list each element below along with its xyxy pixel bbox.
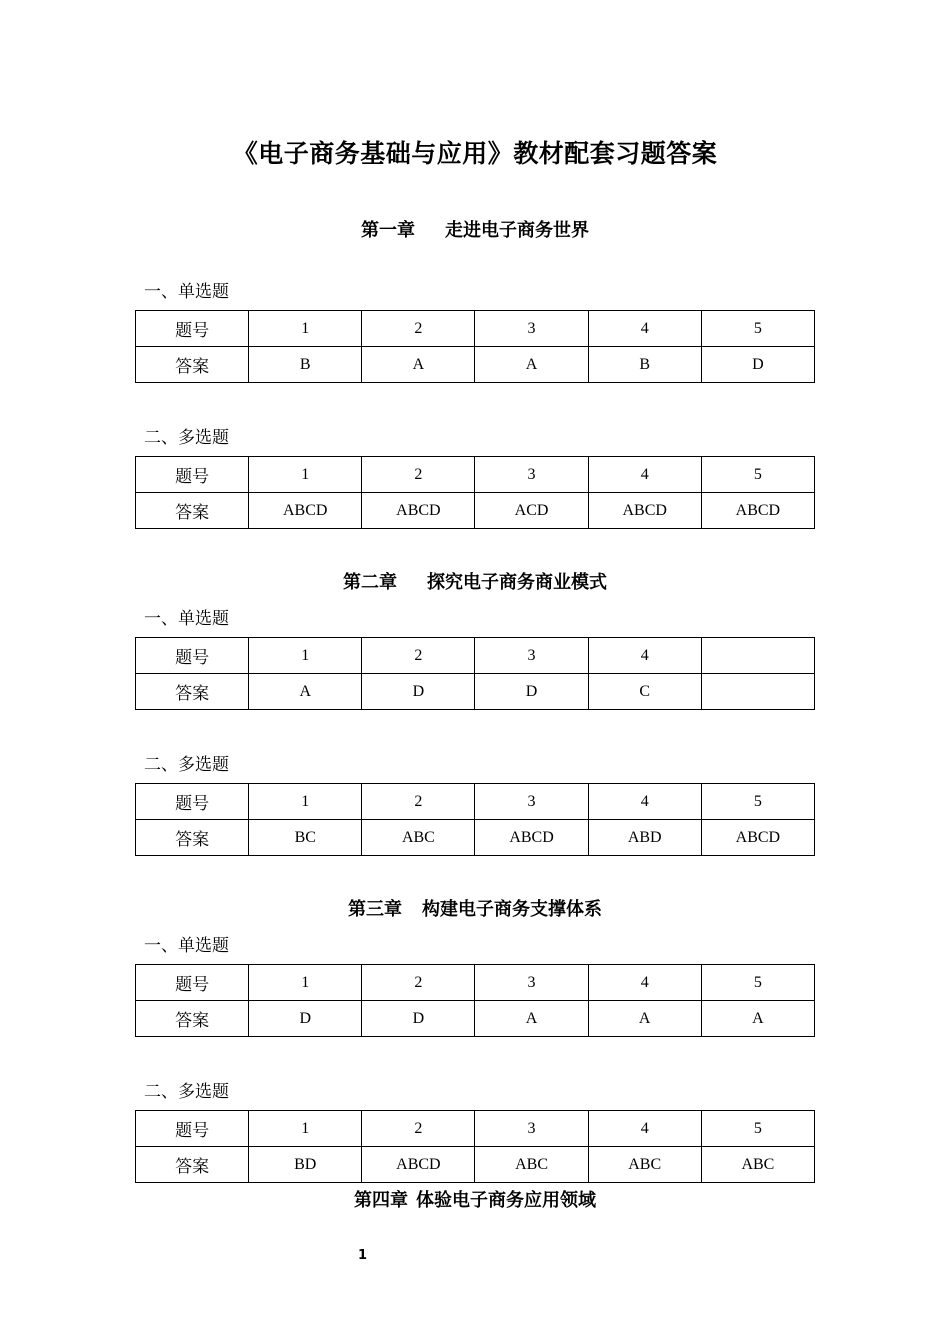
answer-cell: ABC [362, 820, 475, 856]
ch3-multi-table [135, 1110, 815, 1183]
answer-row [136, 820, 815, 856]
question-cell: 4 [588, 311, 701, 347]
chapter-2-name: 探究电子商务商业模式 [427, 572, 607, 593]
question-cell: 2 [362, 311, 475, 347]
ch2-multi-label: 二、多选题 [144, 755, 229, 775]
question-cell: 1 [249, 638, 362, 674]
ch2-single-label: 一、单选题 [144, 609, 229, 629]
chapter-1-heading [0, 216, 950, 242]
question-cell: 2 [362, 784, 475, 820]
answer-cell: ABCD [475, 820, 588, 856]
chapter-2-number: 第二章 [343, 572, 397, 593]
answer-row [136, 674, 815, 710]
row-label-answer: 答案 [136, 1147, 249, 1183]
question-row [136, 784, 815, 820]
chapter-3-name: 构建电子商务支撑体系 [422, 899, 602, 920]
ch3-multi-label: 二、多选题 [144, 1082, 229, 1102]
answer-cell: BD [249, 1147, 362, 1183]
answer-cell: B [588, 347, 701, 383]
answer-cell: ABCD [362, 1147, 475, 1183]
question-cell: 5 [701, 1111, 814, 1147]
answer-cell: A [249, 674, 362, 710]
question-cell: 5 [701, 457, 814, 493]
document-title: 《电子商务基础与应用》教材配套习题答案 [232, 139, 718, 168]
question-cell: 1 [249, 1111, 362, 1147]
question-cell: 3 [475, 784, 588, 820]
answer-cell: BC [249, 820, 362, 856]
answer-row [136, 347, 815, 383]
question-row [136, 965, 815, 1001]
row-label-answer: 答案 [136, 820, 249, 856]
question-cell: 2 [362, 638, 475, 674]
answer-cell: A [475, 347, 588, 383]
chapter-1-number: 第一章 [361, 220, 415, 241]
ch1-multi-label: 二、多选题 [144, 428, 229, 448]
chapter-2-heading [0, 568, 950, 594]
question-cell: 5 [701, 311, 814, 347]
answer-cell: ABC [588, 1147, 701, 1183]
answer-cell: D [362, 1001, 475, 1037]
chapter-3-heading [0, 895, 950, 921]
answer-cell: ACD [475, 493, 588, 529]
question-row [136, 1111, 815, 1147]
question-cell: 1 [249, 457, 362, 493]
question-cell: 4 [588, 457, 701, 493]
chapter-3-number: 第三章 [348, 899, 402, 920]
answer-cell: ABD [588, 820, 701, 856]
row-label-answer: 答案 [136, 347, 249, 383]
answer-row [136, 1001, 815, 1037]
question-cell: 3 [475, 457, 588, 493]
question-cell: 3 [475, 1111, 588, 1147]
answer-cell: ABCD [362, 493, 475, 529]
row-label-question: 题号 [136, 457, 249, 493]
answer-cell: C [588, 674, 701, 710]
row-label-answer: 答案 [136, 493, 249, 529]
answer-row [136, 493, 815, 529]
question-cell: 3 [475, 638, 588, 674]
ch3-single-label: 一、单选题 [144, 936, 229, 956]
answer-cell: ABCD [701, 820, 814, 856]
question-row [136, 311, 815, 347]
question-cell: 4 [588, 638, 701, 674]
question-cell: 1 [249, 311, 362, 347]
chapter-1-name: 走进电子商务世界 [445, 220, 589, 241]
answer-cell: A [475, 1001, 588, 1037]
question-cell: 2 [362, 1111, 475, 1147]
row-label-answer: 答案 [136, 674, 249, 710]
answer-cell: D [249, 1001, 362, 1037]
question-cell: 4 [588, 784, 701, 820]
question-row [136, 638, 815, 674]
answer-cell: D [362, 674, 475, 710]
row-label-question: 题号 [136, 784, 249, 820]
chapter-4-name: 体验电子商务应用领域 [416, 1190, 596, 1211]
chapter-4-heading [0, 1186, 950, 1212]
ch1-single-label: 一、单选题 [144, 282, 229, 302]
answer-cell: ABCD [588, 493, 701, 529]
row-label-question: 题号 [136, 638, 249, 674]
row-label-answer: 答案 [136, 1001, 249, 1037]
answer-cell: D [701, 347, 814, 383]
question-cell: 4 [588, 965, 701, 1001]
ch2-multi-table [135, 783, 815, 856]
answer-cell [701, 674, 814, 710]
answer-cell: A [362, 347, 475, 383]
answer-cell: ABC [475, 1147, 588, 1183]
answer-row [136, 1147, 815, 1183]
ch1-single-table [135, 310, 815, 383]
question-cell: 1 [249, 965, 362, 1001]
answer-cell: B [249, 347, 362, 383]
question-cell [701, 638, 814, 674]
chapter-4-number: 第四章 [354, 1190, 408, 1211]
row-label-question: 题号 [136, 311, 249, 347]
row-label-question: 题号 [136, 1111, 249, 1147]
page-number: 1 [358, 1248, 368, 1263]
answer-cell: A [701, 1001, 814, 1037]
question-cell: 5 [701, 784, 814, 820]
row-label-question: 题号 [136, 965, 249, 1001]
question-cell: 5 [701, 965, 814, 1001]
answer-cell: D [475, 674, 588, 710]
answer-cell: ABCD [701, 493, 814, 529]
question-cell: 3 [475, 311, 588, 347]
question-cell: 2 [362, 965, 475, 1001]
question-cell: 3 [475, 965, 588, 1001]
ch2-single-table [135, 637, 815, 710]
question-cell: 2 [362, 457, 475, 493]
question-cell: 4 [588, 1111, 701, 1147]
question-row [136, 457, 815, 493]
question-cell: 1 [249, 784, 362, 820]
ch3-single-table [135, 964, 815, 1037]
answer-cell: ABCD [249, 493, 362, 529]
ch1-multi-table [135, 456, 815, 529]
answer-cell: ABC [701, 1147, 814, 1183]
answer-cell: A [588, 1001, 701, 1037]
